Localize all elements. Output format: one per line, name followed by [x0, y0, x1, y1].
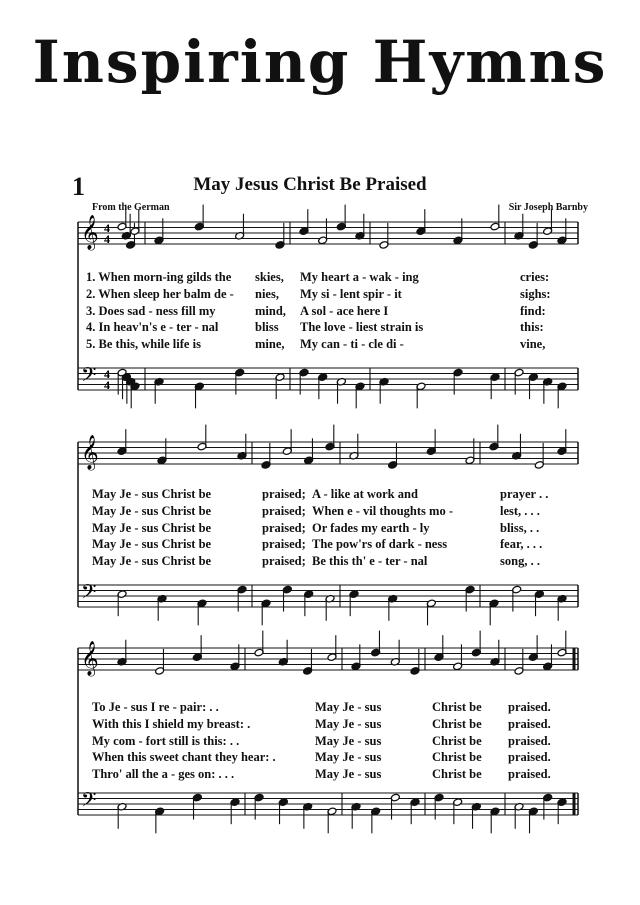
- lyric-segment: 2. When sleep her balm de -: [86, 286, 234, 301]
- hymn-number: 1: [72, 172, 85, 201]
- lyric-line: [0, 767, 640, 783]
- lyric-segment: praised.: [508, 716, 551, 731]
- time-signature-top: 4: [104, 221, 110, 235]
- lyric-segment: To Je - sus I re - pair: . .: [92, 700, 219, 714]
- treble-clef: 𝄞: [81, 435, 99, 470]
- lyric-segment: With this I shield my breast: .: [92, 716, 251, 731]
- lyric-line: [0, 734, 640, 750]
- lyric-segment: A sol - ace here I: [300, 303, 389, 318]
- lyric-line: [0, 750, 640, 766]
- lyric-line: [0, 337, 640, 353]
- lyric-segment: find:: [520, 303, 546, 318]
- lyric-segment: Christ be: [432, 733, 482, 748]
- lyric-segment: My si - lent spir - it: [300, 286, 402, 301]
- lyric-segment: 4. In heav'n's e - ter - nal: [86, 320, 219, 335]
- lyric-segment: praised.: [508, 750, 551, 765]
- words-credit: From the German: [92, 202, 170, 213]
- bass-clef: 𝄢: [81, 363, 97, 391]
- lyric-segment: sighs:: [520, 286, 551, 301]
- time-signature-top: 4: [104, 367, 110, 381]
- bass-clef: 𝄢: [81, 788, 97, 816]
- lyric-segment: May Je - sus Christ be: [92, 554, 212, 569]
- lyric-segment: May Je - sus Christ be: [92, 503, 212, 518]
- lyric-line: [0, 320, 640, 336]
- lyric-segment: Or fades my earth - ly: [312, 520, 430, 535]
- lyric-segment: My can - ti - cle di -: [300, 337, 404, 352]
- treble-clef: 𝄞: [81, 641, 99, 676]
- lyric-segment: Be this th' e - ter - nal: [312, 554, 428, 569]
- lyric-segment: Christ be: [432, 767, 482, 782]
- lyric-segment: 5. Be this, while life is: [86, 337, 201, 352]
- lyric-segment: bliss: [255, 320, 279, 335]
- lyric-segment: May Je - sus: [315, 733, 382, 748]
- lyric-segment: vine,: [520, 337, 546, 352]
- lyric-segment: The pow'rs of dark - ness: [312, 537, 448, 552]
- lyric-line: [0, 700, 640, 716]
- lyric-segment: My com - fort still is this: . .: [92, 733, 240, 748]
- lyric-segment: Thro' all the a - ges on: . . .: [92, 767, 235, 782]
- lyric-segment: Christ be: [432, 716, 482, 731]
- lyric-segment: 1. When morn-ing gilds the: [86, 270, 232, 284]
- lyric-segment: May Je - sus: [315, 700, 382, 714]
- lyric-segment: nies,: [255, 286, 279, 301]
- lyric-segment: When e - vil thoughts mo -: [312, 503, 453, 518]
- lyric-segment: May Je - sus: [315, 767, 382, 782]
- lyric-line: [0, 304, 640, 320]
- lyric-line: [0, 537, 640, 553]
- lyric-line: [0, 504, 640, 520]
- hymn-title: May Jesus Christ Be Praised: [193, 174, 427, 195]
- lyric-segment: 3. Does sad - ness fill my: [86, 303, 216, 318]
- lyric-segment: A - like at work and: [312, 487, 418, 501]
- lyric-segment: praised;: [262, 487, 306, 501]
- lyric-segment: Christ be: [432, 700, 482, 714]
- time-signature-bottom: 4: [104, 378, 110, 392]
- lyric-line: [0, 270, 640, 286]
- lyric-segment: May Je - sus: [315, 750, 382, 765]
- lyric-segment: praised;: [262, 503, 306, 518]
- lyric-line: [0, 287, 640, 303]
- lyric-line: [0, 521, 640, 537]
- lyric-segment: Christ be: [432, 750, 482, 765]
- lyric-segment: praised.: [508, 700, 551, 714]
- lyric-line: [0, 554, 640, 570]
- lyric-segment: praised.: [508, 767, 551, 782]
- lyric-segment: My heart a - wak - ing: [300, 270, 419, 284]
- time-signature-bottom: 4: [104, 232, 110, 246]
- lyric-line: [0, 487, 640, 503]
- lyric-segment: May Je - sus Christ be: [92, 487, 212, 501]
- lyric-segment: praised;: [262, 554, 306, 569]
- lyric-segment: May Je - sus: [315, 716, 382, 731]
- lyric-segment: bliss, . .: [500, 520, 540, 535]
- lyric-segment: cries:: [520, 270, 550, 284]
- lyric-segment: lest, . . .: [500, 503, 540, 518]
- lyric-segment: fear, . . .: [500, 537, 543, 552]
- music-credit: Sir Joseph Barnby: [508, 202, 588, 213]
- lyric-segment: mine,: [255, 337, 285, 352]
- lyric-segment: praised.: [508, 733, 551, 748]
- lyric-segment: mind,: [255, 303, 286, 318]
- lyric-segment: song, . .: [500, 554, 540, 569]
- book-title: Inspiring Hymns: [32, 28, 608, 96]
- lyric-segment: May Je - sus Christ be: [92, 520, 212, 535]
- lyric-segment: prayer . .: [500, 487, 549, 501]
- treble-clef: 𝄞: [81, 215, 99, 250]
- lyric-segment: this:: [520, 320, 544, 335]
- lyric-segment: praised;: [262, 537, 306, 552]
- bass-clef: 𝄢: [81, 580, 97, 608]
- lyric-segment: May Je - sus Christ be: [92, 537, 212, 552]
- lyric-line: [0, 717, 640, 733]
- lyric-segment: When this sweet chant they hear: .: [92, 750, 276, 765]
- lyric-segment: skies,: [255, 270, 284, 284]
- lyric-segment: The love - liest strain is: [300, 320, 424, 335]
- lyric-segment: praised;: [262, 520, 306, 535]
